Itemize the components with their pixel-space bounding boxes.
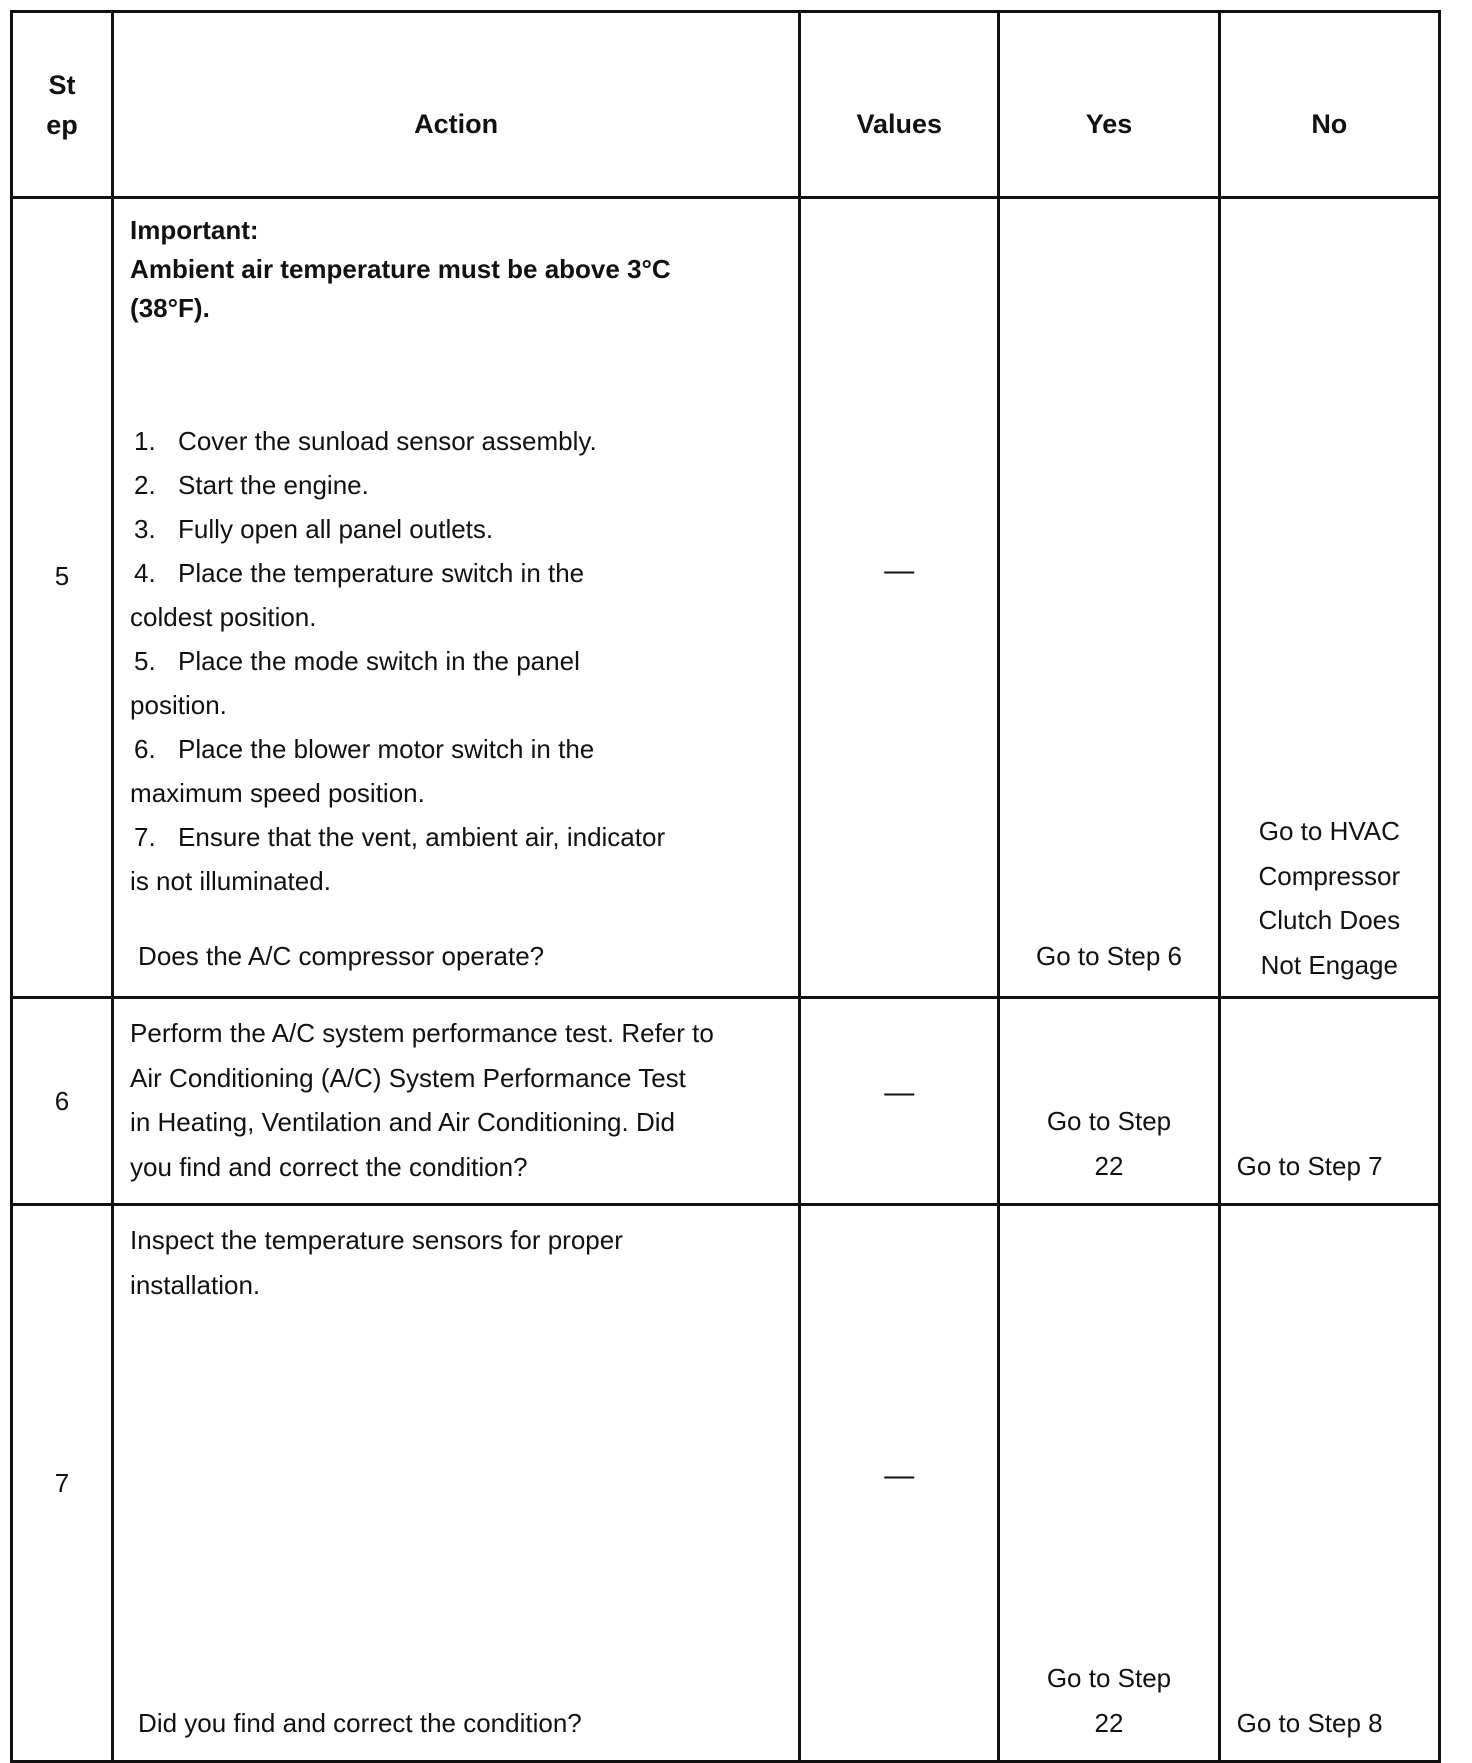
- list-item: [130, 551, 665, 595]
- yes-answer-line: 22: [1094, 1707, 1124, 1738]
- item-continuation: coldest position.: [130, 602, 317, 632]
- yes-cell: [999, 198, 1219, 998]
- no-answer-line: Compressor: [1258, 860, 1401, 891]
- header-no: No: [1219, 12, 1439, 198]
- yes-answer: [1000, 1656, 1217, 1745]
- action-line: Inspect the temperature sensors for proper: [130, 1225, 623, 1255]
- action-line: installation.: [130, 1269, 261, 1300]
- header-step: [12, 12, 113, 198]
- item-text: Place the blower motor switch in the: [178, 734, 595, 764]
- no-answer: [1221, 809, 1438, 987]
- step-number: 7: [54, 1468, 70, 1498]
- table-row: [12, 1205, 1440, 1762]
- item-number: 2.: [134, 470, 156, 500]
- no-answer-line: Not Engage: [1260, 949, 1398, 980]
- values-cell: [800, 198, 999, 998]
- step-cell: [12, 198, 113, 998]
- no-answer: Go to Step 8: [1236, 1708, 1383, 1738]
- step-number: 6: [54, 1086, 70, 1116]
- list-item: [130, 815, 665, 859]
- item-text: Cover the sunload sensor assembly.: [178, 426, 597, 456]
- values-dash: —: [884, 1076, 915, 1109]
- yes-answer-line: Go to Step: [1046, 1663, 1172, 1693]
- item-number: 6.: [134, 734, 156, 764]
- no-answer: Go to Step 7: [1236, 1151, 1383, 1181]
- item-number: 7.: [134, 822, 156, 852]
- important-text: Ambient air temperature must be above 3°C: [130, 254, 671, 284]
- action-line: you find and correct the condition?: [130, 1151, 528, 1182]
- no-cell: [1219, 198, 1439, 998]
- important-text: (38°F).: [130, 293, 210, 323]
- important-label: Important:: [130, 215, 259, 245]
- action-cell: [113, 998, 800, 1205]
- action-cell: [113, 198, 800, 998]
- table-row: [12, 198, 1440, 998]
- list-item: [130, 727, 665, 771]
- yes-answer-line: Go to Step: [1046, 1106, 1172, 1136]
- yes-answer-line: 22: [1094, 1150, 1124, 1181]
- action-line: in Heating, Ventilation and Air Conditioning. Did: [130, 1107, 675, 1137]
- values-cell: [800, 998, 999, 1205]
- item-text: Start the engine.: [178, 470, 369, 500]
- item-continuation: position.: [130, 690, 227, 720]
- item-number: 1.: [134, 426, 156, 456]
- item-number: 4.: [134, 558, 156, 588]
- yes-cell: [999, 1205, 1219, 1762]
- question-text: Did you find and correct the condition?: [138, 1708, 582, 1738]
- header-values: Values: [800, 12, 999, 198]
- header-yes: Yes: [999, 12, 1219, 198]
- yes-cell: [999, 998, 1219, 1205]
- item-text: Place the temperature switch in the: [178, 558, 585, 588]
- action-line: Perform the A/C system performance test. Refer to: [130, 1018, 714, 1048]
- item-number: 3.: [134, 514, 156, 544]
- values-dash: —: [884, 554, 915, 587]
- yes-answer: [1000, 1099, 1217, 1188]
- item-number: 5.: [134, 646, 156, 676]
- item-text: Place the mode switch in the panel: [178, 646, 580, 676]
- step-cell: [12, 998, 113, 1205]
- header-action: Action: [113, 12, 800, 198]
- no-cell: [1219, 998, 1439, 1205]
- yes-answer: Go to Step 6: [1035, 941, 1182, 971]
- values-dash: —: [884, 1459, 915, 1492]
- header-step-line1: St: [48, 69, 76, 100]
- table-row: [12, 998, 1440, 1205]
- step-number: 5: [54, 561, 70, 591]
- values-cell: [800, 1205, 999, 1762]
- step-cell: [12, 1205, 113, 1762]
- item-continuation: is not illuminated.: [130, 866, 331, 896]
- item-text: Fully open all panel outlets.: [178, 514, 494, 544]
- header-row: [12, 12, 1440, 198]
- diagnostic-table: [10, 10, 1441, 1763]
- no-cell: [1219, 1205, 1439, 1762]
- question-text: Does the A/C compressor operate?: [138, 941, 545, 971]
- item-continuation: maximum speed position.: [130, 778, 425, 808]
- no-answer-line: Go to HVAC: [1258, 816, 1400, 846]
- list-item: [130, 639, 665, 683]
- item-text: Ensure that the vent, ambient air, indicator: [178, 822, 666, 852]
- list-item: [130, 463, 665, 507]
- no-answer-line: Clutch Does: [1258, 905, 1401, 935]
- list-item: [130, 419, 665, 463]
- action-line: Air Conditioning (A/C) System Performance Test: [130, 1062, 686, 1093]
- list-item: [130, 507, 665, 551]
- header-step-line2: ep: [46, 109, 78, 140]
- action-cell: [113, 1205, 800, 1762]
